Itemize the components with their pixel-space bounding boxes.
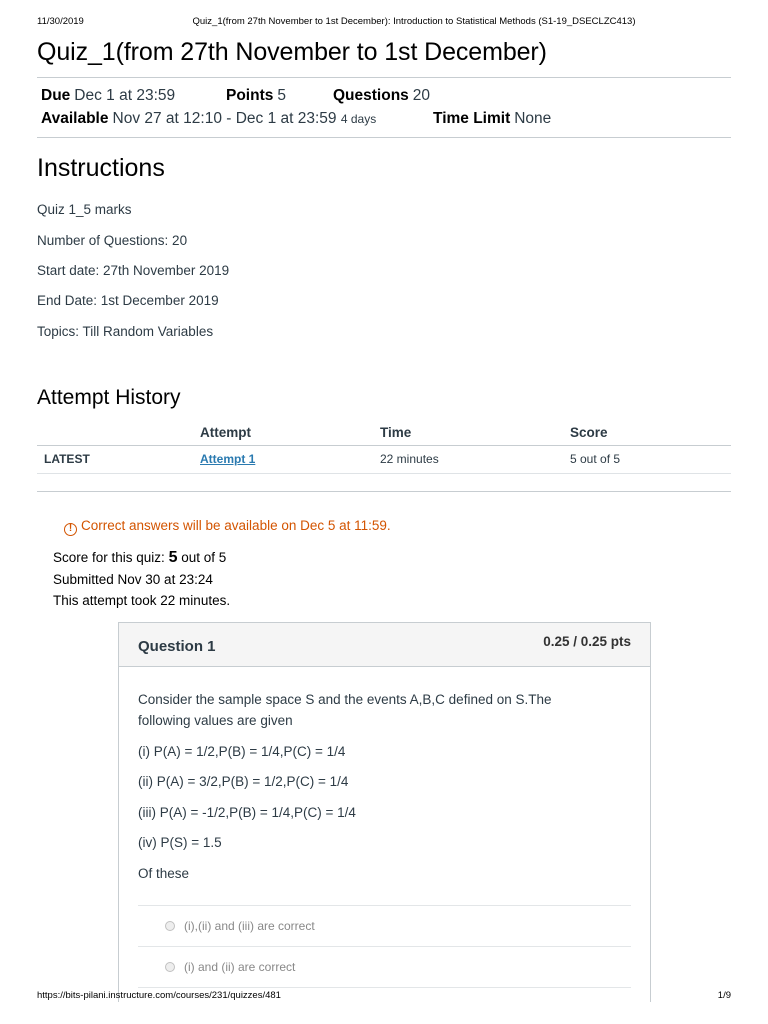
question-text-line: (iv) P(S) = 1.5 — [138, 835, 222, 850]
attempt-score: 5 out of 5 — [570, 452, 621, 466]
due-label: Due — [41, 87, 71, 104]
score-suffix: out of 5 — [181, 550, 227, 565]
radio-button[interactable] — [165, 921, 175, 931]
score-summary — [53, 549, 226, 567]
answer-label: (i) and (ii) are correct — [184, 960, 296, 974]
answer-option[interactable] — [165, 960, 295, 974]
instruction-line: End Date: 1st December 2019 — [37, 293, 219, 308]
time-limit-meta — [433, 110, 551, 128]
answer-label: (i),(ii) and (iii) are correct — [184, 919, 315, 933]
divider — [37, 137, 731, 138]
attempt-link[interactable]: Attempt 1 — [200, 452, 256, 466]
divider — [37, 77, 731, 78]
submitted-text: Submitted Nov 30 at 23:24 — [53, 572, 213, 587]
available-value: Nov 27 at 12:10 - Dec 1 at 23:59 — [112, 110, 337, 127]
score-prefix: Score for this quiz: — [53, 550, 165, 565]
column-header-time: Time — [380, 425, 412, 440]
question-header — [119, 623, 650, 667]
instruction-line: Topics: Till Random Variables — [37, 324, 214, 339]
instructions-heading: Instructions — [37, 154, 165, 182]
print-page-number: 1/9 — [717, 990, 731, 1001]
question-points: 0.25 / 0.25 pts — [543, 634, 631, 649]
points-label: Points — [226, 87, 274, 104]
attempt-history-heading: Attempt History — [37, 386, 181, 409]
due-value: Dec 1 at 23:59 — [74, 87, 176, 104]
question-card — [118, 622, 651, 1002]
available-duration: 4 days — [340, 112, 377, 126]
print-title: Quiz_1(from 27th November to 1st December): Introduction to Statistical Methods (S1-19_DSECLZC413) — [192, 16, 636, 27]
time-limit-label: Time Limit — [433, 110, 511, 127]
score-value: 5 — [168, 549, 178, 566]
question-text-line: (ii) P(A) = 3/2,P(B) = 1/2,P(C) = 1/4 — [138, 774, 349, 789]
answer-option[interactable] — [165, 919, 315, 933]
question-text-line: following values are given — [138, 713, 293, 728]
instruction-line: Number of Questions: 20 — [37, 233, 188, 248]
divider — [37, 491, 731, 492]
radio-button[interactable] — [165, 962, 175, 972]
notice-text: Correct answers will be available on Dec 5 at 11:59. — [81, 518, 391, 533]
points-meta — [226, 87, 286, 105]
instruction-line: Start date: 27th November 2019 — [37, 263, 230, 278]
questions-meta — [333, 87, 430, 105]
answer-divider — [138, 905, 631, 906]
time-limit-value: None — [514, 110, 552, 127]
attempt-time: 22 minutes — [380, 452, 439, 466]
attempt-duration-text: This attempt took 22 minutes. — [53, 593, 231, 608]
due-meta — [41, 87, 175, 105]
print-header — [37, 16, 731, 30]
table-row-divider — [37, 473, 731, 474]
column-header-attempt: Attempt — [200, 425, 251, 440]
question-text-line: Of these — [138, 866, 190, 881]
warning-icon: ! — [64, 523, 77, 536]
points-value: 5 — [277, 87, 286, 104]
column-header-score: Score — [570, 425, 608, 440]
table-header-divider — [37, 445, 731, 446]
questions-value: 20 — [412, 87, 431, 104]
correct-answers-notice — [64, 518, 391, 536]
questions-label: Questions — [333, 87, 409, 104]
answer-divider — [138, 987, 631, 988]
latest-label: LATEST — [44, 452, 90, 466]
answer-divider — [138, 946, 631, 947]
question-name: Question 1 — [138, 638, 216, 655]
print-url: https://bits-pilani.instructure.com/courses/231/quizzes/481 — [37, 990, 281, 1001]
page-title: Quiz_1(from 27th November to 1st December) — [37, 38, 547, 66]
available-label: Available — [41, 110, 109, 127]
question-text-line: (i) P(A) = 1/2,P(B) = 1/4,P(C) = 1/4 — [138, 744, 346, 759]
question-text-line: (iii) P(A) = -1/2,P(B) = 1/4,P(C) = 1/4 — [138, 805, 356, 820]
available-meta — [41, 110, 376, 128]
print-footer — [37, 990, 731, 1004]
instruction-line: Quiz 1_5 marks — [37, 202, 132, 217]
print-date: 11/30/2019 — [37, 16, 84, 27]
question-text-line: Consider the sample space S and the events A,B,C defined on S.The — [138, 692, 552, 707]
